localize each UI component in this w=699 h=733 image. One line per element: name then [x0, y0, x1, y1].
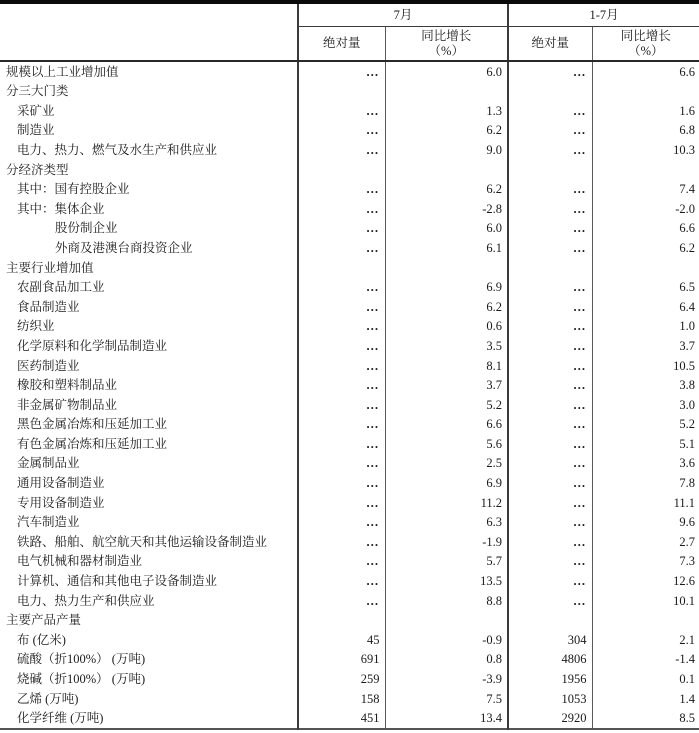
value-cell: 1053 — [508, 689, 592, 709]
value-cell: … — [298, 552, 385, 572]
value-cell: 5.6 — [385, 434, 508, 454]
value-cell: -0.9 — [385, 630, 508, 650]
row-label: 外商及港澳台商投资企业 — [55, 240, 193, 255]
value-cell — [592, 160, 699, 180]
value-cell: 10.1 — [592, 591, 699, 611]
table-row — [0, 219, 699, 239]
table-row — [0, 611, 699, 631]
table-header — [0, 2, 699, 61]
row-label: 专用设备制造业 — [17, 495, 105, 510]
value-cell: 3.0 — [592, 395, 699, 415]
table-row — [0, 532, 699, 552]
value-cell — [592, 611, 699, 631]
row-label: 采矿业 — [17, 103, 55, 118]
value-cell: … — [508, 219, 592, 239]
value-cell: 6.9 — [385, 473, 508, 493]
value-cell: … — [508, 376, 592, 396]
value-cell: … — [298, 395, 385, 415]
value-cell: 6.1 — [385, 238, 508, 258]
table-row — [0, 571, 699, 591]
value-cell: 6.6 — [385, 415, 508, 435]
row-label: 金属制品业 — [17, 456, 80, 471]
value-cell: 158 — [298, 689, 385, 709]
table-row — [0, 669, 699, 689]
value-cell: … — [508, 395, 592, 415]
value-cell: 691 — [298, 650, 385, 670]
value-cell: 2.5 — [385, 454, 508, 474]
value-cell: 6.2 — [385, 297, 508, 317]
value-cell: 45 — [298, 630, 385, 650]
row-label: 其中：集体企业 — [17, 201, 105, 216]
table-row — [0, 395, 699, 415]
value-cell: 3.8 — [592, 376, 699, 396]
value-cell: 12.6 — [592, 571, 699, 591]
row-label: 纺织业 — [17, 319, 55, 334]
table-row — [0, 493, 699, 513]
value-cell: … — [508, 552, 592, 572]
row-label: 乙烯 (万吨) — [17, 691, 79, 706]
value-cell: 6.3 — [385, 513, 508, 533]
value-cell: 1956 — [508, 669, 592, 689]
table-row — [0, 376, 699, 396]
value-cell: … — [508, 434, 592, 454]
row-label: 主要行业增加值 — [6, 260, 94, 275]
row-label: 农副食品加工业 — [17, 280, 105, 295]
value-cell: 3.6 — [592, 454, 699, 474]
value-cell: … — [508, 101, 592, 121]
value-cell — [592, 258, 699, 278]
header-period-row — [0, 2, 699, 27]
value-cell: … — [508, 278, 592, 298]
value-cell: 6.6 — [592, 219, 699, 239]
row-label: 规模以上工业增加值 — [6, 64, 119, 79]
row-label: 股份制企业 — [55, 221, 118, 236]
row-label: 计算机、通信和其他电子设备制造业 — [17, 574, 218, 589]
table-row — [0, 199, 699, 219]
value-cell: … — [508, 415, 592, 435]
value-cell: 5.7 — [385, 552, 508, 572]
table-row — [0, 336, 699, 356]
value-cell: 1.4 — [592, 689, 699, 709]
column-group-july: 7月 — [298, 2, 508, 27]
value-cell — [298, 160, 385, 180]
value-cell: … — [508, 140, 592, 160]
value-cell: … — [508, 317, 592, 337]
table-row — [0, 513, 699, 533]
value-cell: 7.5 — [385, 689, 508, 709]
value-cell: … — [508, 238, 592, 258]
value-cell: 6.4 — [592, 297, 699, 317]
row-label: 主要产品产量 — [6, 613, 82, 628]
value-cell: 0.6 — [385, 317, 508, 337]
value-cell: 7.8 — [592, 473, 699, 493]
value-cell: 9.6 — [592, 513, 699, 533]
value-cell: 2.7 — [592, 532, 699, 552]
value-cell: 451 — [298, 709, 385, 730]
table-row — [0, 278, 699, 298]
value-cell — [298, 258, 385, 278]
value-cell — [508, 160, 592, 180]
value-cell: 6.8 — [592, 121, 699, 141]
value-cell: 9.0 — [385, 140, 508, 160]
value-cell: 0.8 — [385, 650, 508, 670]
value-cell: 6.0 — [385, 219, 508, 239]
row-label: 电气机械和器材制造业 — [17, 554, 143, 569]
value-cell: -1.4 — [592, 650, 699, 670]
table-row — [0, 317, 699, 337]
value-cell: 1.3 — [385, 101, 508, 121]
value-cell: 11.1 — [592, 493, 699, 513]
value-cell: … — [298, 336, 385, 356]
table-row — [0, 473, 699, 493]
table-row — [0, 101, 699, 121]
value-cell: … — [508, 356, 592, 376]
value-cell — [508, 258, 592, 278]
column-group-jan-jul: 1-7月 — [508, 2, 699, 27]
table-row — [0, 415, 699, 435]
value-cell: … — [298, 434, 385, 454]
value-cell: … — [298, 493, 385, 513]
value-cell: … — [298, 61, 385, 82]
value-cell: … — [298, 180, 385, 200]
table-row — [0, 140, 699, 160]
value-cell: … — [298, 297, 385, 317]
table-row — [0, 454, 699, 474]
value-cell: … — [298, 238, 385, 258]
table-body — [0, 61, 699, 729]
column-header-janjul-yoy — [592, 27, 699, 62]
table-row — [0, 61, 699, 82]
table-row — [0, 82, 699, 102]
value-cell — [385, 258, 508, 278]
table-row — [0, 180, 699, 200]
table-row — [0, 121, 699, 141]
table-row — [0, 591, 699, 611]
table-row — [0, 434, 699, 454]
value-cell: … — [508, 454, 592, 474]
value-cell — [385, 82, 508, 102]
value-cell: … — [298, 415, 385, 435]
value-cell: 3.7 — [385, 376, 508, 396]
value-cell: … — [508, 513, 592, 533]
value-cell: … — [298, 473, 385, 493]
value-cell: … — [298, 140, 385, 160]
column-header-july-absolute: 绝对量 — [298, 27, 385, 62]
value-cell: 10.3 — [592, 140, 699, 160]
value-cell: … — [508, 61, 592, 82]
value-cell: … — [508, 121, 592, 141]
table-row — [0, 297, 699, 317]
value-cell: 8.1 — [385, 356, 508, 376]
yoy-label: 同比增长 — [421, 29, 472, 44]
value-cell: … — [298, 571, 385, 591]
value-cell: … — [298, 219, 385, 239]
value-cell — [508, 611, 592, 631]
value-cell: -1.9 — [385, 532, 508, 552]
row-label: 黑色金属冶炼和压延加工业 — [17, 417, 168, 432]
row-label: 食品制造业 — [17, 299, 80, 314]
value-cell: … — [298, 376, 385, 396]
row-label: 医药制造业 — [17, 358, 80, 373]
table-row — [0, 356, 699, 376]
value-cell: … — [298, 199, 385, 219]
table-row — [0, 689, 699, 709]
value-cell: 13.5 — [385, 571, 508, 591]
value-cell: … — [508, 571, 592, 591]
value-cell: 6.9 — [385, 278, 508, 298]
row-label: 烧碱（折100%） (万吨) — [17, 672, 146, 687]
value-cell: 7.4 — [592, 180, 699, 200]
value-cell: 5.2 — [592, 415, 699, 435]
value-cell — [385, 160, 508, 180]
value-cell: 2.1 — [592, 630, 699, 650]
row-label: 其中：国有控股企业 — [17, 182, 130, 197]
row-label: 化学原料和化学制品制造业 — [17, 338, 168, 353]
value-cell: … — [298, 454, 385, 474]
value-cell: 6.0 — [385, 61, 508, 82]
value-cell: 2920 — [508, 709, 592, 730]
value-cell: 0.1 — [592, 669, 699, 689]
value-cell: 1.0 — [592, 317, 699, 337]
value-cell: … — [508, 591, 592, 611]
value-cell: 6.2 — [592, 238, 699, 258]
value-cell: -2.0 — [592, 199, 699, 219]
value-cell: 13.4 — [385, 709, 508, 730]
row-label: 有色金属冶炼和压延加工业 — [17, 436, 168, 451]
row-label: 通用设备制造业 — [17, 476, 105, 491]
value-cell: … — [508, 493, 592, 513]
value-cell: … — [508, 297, 592, 317]
value-cell: 3.7 — [592, 336, 699, 356]
row-label: 分经济类型 — [6, 162, 69, 177]
yoy-unit: （%） — [628, 43, 664, 58]
row-label: 汽车制造业 — [17, 515, 80, 530]
value-cell: … — [298, 532, 385, 552]
table-row — [0, 709, 699, 730]
value-cell — [592, 82, 699, 102]
value-cell: … — [508, 336, 592, 356]
value-cell: … — [508, 180, 592, 200]
row-label: 电力、热力、燃气及水生产和供应业 — [17, 142, 218, 157]
value-cell: 11.2 — [385, 493, 508, 513]
table-row — [0, 160, 699, 180]
value-cell: … — [298, 317, 385, 337]
value-cell: 7.3 — [592, 552, 699, 572]
value-cell — [385, 611, 508, 631]
row-label: 化学纤维 (万吨) — [17, 711, 104, 726]
value-cell: 304 — [508, 630, 592, 650]
value-cell — [508, 82, 592, 102]
row-label: 铁路、船舶、航空航天和其他运输设备制造业 — [17, 534, 268, 549]
value-cell: 5.2 — [385, 395, 508, 415]
table-row — [0, 238, 699, 258]
value-cell: 4806 — [508, 650, 592, 670]
value-cell: … — [298, 591, 385, 611]
value-cell: … — [298, 101, 385, 121]
value-cell — [298, 611, 385, 631]
row-label: 制造业 — [17, 123, 55, 138]
value-cell: … — [298, 121, 385, 141]
column-header-july-yoy — [385, 27, 508, 62]
row-label: 分三大门类 — [6, 84, 69, 99]
value-cell: 6.6 — [592, 61, 699, 82]
value-cell: 1.6 — [592, 101, 699, 121]
value-cell — [298, 82, 385, 102]
row-label: 橡胶和塑料制品业 — [17, 378, 118, 393]
value-cell: … — [298, 513, 385, 533]
value-cell: -2.8 — [385, 199, 508, 219]
row-label: 非金属矿物制品业 — [17, 397, 118, 412]
table-row — [0, 630, 699, 650]
row-label: 电力、热力生产和供应业 — [17, 593, 155, 608]
yoy-label: 同比增长 — [620, 29, 671, 44]
table-row — [0, 650, 699, 670]
table-row — [0, 552, 699, 572]
value-cell: -3.9 — [385, 669, 508, 689]
yoy-unit: （%） — [428, 43, 464, 58]
value-cell: 8.5 — [592, 709, 699, 730]
value-cell: … — [508, 532, 592, 552]
row-label-column-header — [0, 2, 298, 61]
row-label: 布 (亿米) — [17, 632, 66, 647]
value-cell: … — [298, 356, 385, 376]
value-cell: 10.5 — [592, 356, 699, 376]
value-cell: … — [508, 199, 592, 219]
value-cell: 3.5 — [385, 336, 508, 356]
table-row — [0, 258, 699, 278]
value-cell: 259 — [298, 669, 385, 689]
value-cell: 6.2 — [385, 121, 508, 141]
column-header-janjul-absolute: 绝对量 — [508, 27, 592, 62]
value-cell: 8.8 — [385, 591, 508, 611]
value-cell: … — [298, 278, 385, 298]
value-cell: 6.2 — [385, 180, 508, 200]
value-cell: 5.1 — [592, 434, 699, 454]
value-cell: 6.5 — [592, 278, 699, 298]
value-cell: … — [508, 473, 592, 493]
row-label: 硫酸（折100%） (万吨) — [17, 652, 146, 667]
